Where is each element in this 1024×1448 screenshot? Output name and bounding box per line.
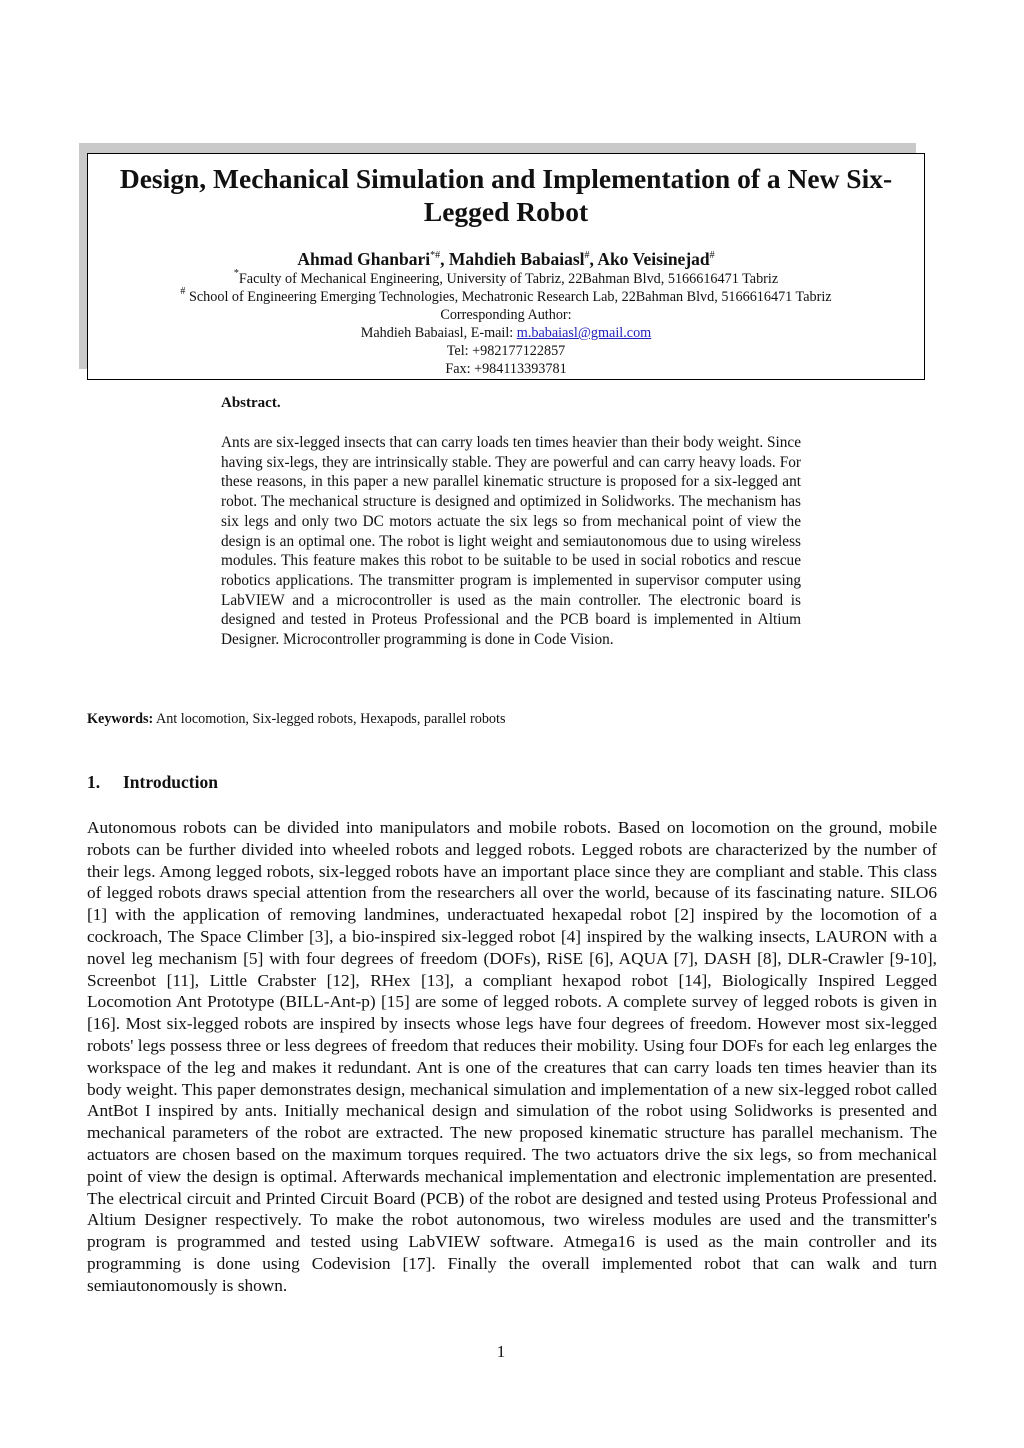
section-number: 1. xyxy=(87,772,101,792)
section-title: Introduction xyxy=(123,772,218,792)
paper-title: Design, Mechanical Simulation and Implementation of a New Six-Legged Robot xyxy=(119,163,893,227)
author-name: Ahmad Ghanbari xyxy=(297,249,431,269)
affiliation-mark: * xyxy=(233,268,239,279)
corresponding-email-line xyxy=(88,324,924,342)
email-prefix: Mahdieh Babaiasl, E-mail: xyxy=(360,325,517,341)
email-link[interactable]: m.babaiasl@gmail.com xyxy=(516,325,652,341)
author-separator: , xyxy=(589,249,598,269)
abstract-text: Ants are six-legged insects that can carry loads ten times heavier than their body weight. Since having six-legs, they are intrinsically stable. They are powerful and can carry heavy loads. For these reasons, in this paper a new parallel kinematic structure is proposed for a six-legged ant robot. The mechanical structure is designed and optimized in Solidworks. The mechanism has six legs and only two DC motors actuate the six legs so from mechanical point of view the design is an optimal one. The robot is light weight and semiautonomous due to using wireless modules. This feature makes this robot to be suitable to be used in social robotics and rescue robotics applications. The transmitter program is implemented in supervisor computer using LabVIEW and a microcontroller is used as the main controller. The electronic board is designed and tested in Proteus Professional and the PCB board is implemented in Altium Designer. Microcontroller programming is done in Code Vision. xyxy=(221,434,801,649)
fax: Fax: +984113393781 xyxy=(445,361,567,377)
telephone: Tel: +982177122857 xyxy=(446,343,566,359)
abstract-heading: Abstract. xyxy=(221,395,281,411)
introduction-text: Autonomous robots can be divided into manipulators and mobile robots. Based on locomotion on the ground, mobile robots can be further divided into wheeled robots and legged robots. Legged robots are characterized by the number of their legs. Among legged robots, six-legged robots have an important place since they are compliant and stable. This class of legged robots draws special attention from the researchers all over the world, because of its fascinating nature. SILO6 [1] with the application of removing landmines, underactuated hexapedal robot [2] inspired by the locomotion of a cockroach, The Space Climber [3], a bio-inspired six-legged robot [4] inspired by the walking insects, LAURON with a novel leg mechanism [5] with four degrees of freedom (DOFs), RiSE [6], AQUA [7], DASH [8], DLR-Crawler [9-10], Screenbot [11], Little Crabster [12], RHex [13], a compliant hexapod robot [14], Biologically Inspired Legged Locomotion Ant Prototype (BILL-Ant-p) [15] are some of legged robots. A complete survey of legged robots is given in [16]. Most six-legged robots are inspired by insects whose legs have four degrees of freedom. However most six-legged robots' legs possess three or less degrees of freedom that reduces their mobility. Using four DOFs for each leg enlarges the workspace of the leg and makes it redundant. Ant is one of the creatures that can carry loads ten times heavier than its body weight. This paper demonstrates design, mechanical simulation and implementation of a new six-legged robot called AntBot I inspired by ants. Initially mechanical design and simulation of the robot using Solidworks is presented and mechanical parameters of the robot are extracted. The new proposed kinematic structure has parallel mechanism. The actuators are chosen based on the maximum torques required. The two actuators drive the six legs, so from mechanical point of view the design is optimal. Afterwards mechanical implementation and electronic implementation are presented. The electrical circuit and Printed Circuit Board (PCB) of the robot are designed and tested using Proteus Professional and Altium Designer respectively. To make the robot autonomous, two wireless modules are used and the transmitter's program is programmed and tested using LabVIEW software. Atmega16 is used as the main controller and its programming is done using Codevision [17]. Finally the overall implemented robot that can walk and turn semiautonomously is shown. xyxy=(87,818,937,1295)
author-name: Ako Veisinejad xyxy=(597,249,710,269)
author-name: Mahdieh Babaiasl xyxy=(448,249,585,269)
affiliation-1 xyxy=(88,270,924,288)
author-mark: # xyxy=(584,250,590,261)
keywords xyxy=(87,711,505,728)
page-number: 1 xyxy=(496,1342,506,1361)
affiliation-text: Faculty of Mechanical Engineering, University of Tabriz, 22Bahman Blvd, 5166616471 Tabriz xyxy=(238,271,779,287)
author-mark: # xyxy=(709,250,715,261)
keywords-text: Ant locomotion, Six-legged robots, Hexapods, parallel robots xyxy=(153,711,506,727)
affiliation-mark: # xyxy=(180,286,186,297)
keywords-label: Keywords: xyxy=(87,711,154,727)
affiliation-2 xyxy=(88,288,924,306)
title-box xyxy=(87,153,925,380)
corresponding-label: Corresponding Author: xyxy=(440,307,572,323)
author-separator: , xyxy=(440,249,449,269)
affiliation-text: School of Engineering Emerging Technologies, Mechatronic Research Lab, 22Bahman Blvd, 5166616471 Tabriz xyxy=(185,289,832,305)
author-list xyxy=(88,248,924,270)
author-mark: *# xyxy=(430,250,441,261)
section-heading-introduction xyxy=(87,772,218,793)
